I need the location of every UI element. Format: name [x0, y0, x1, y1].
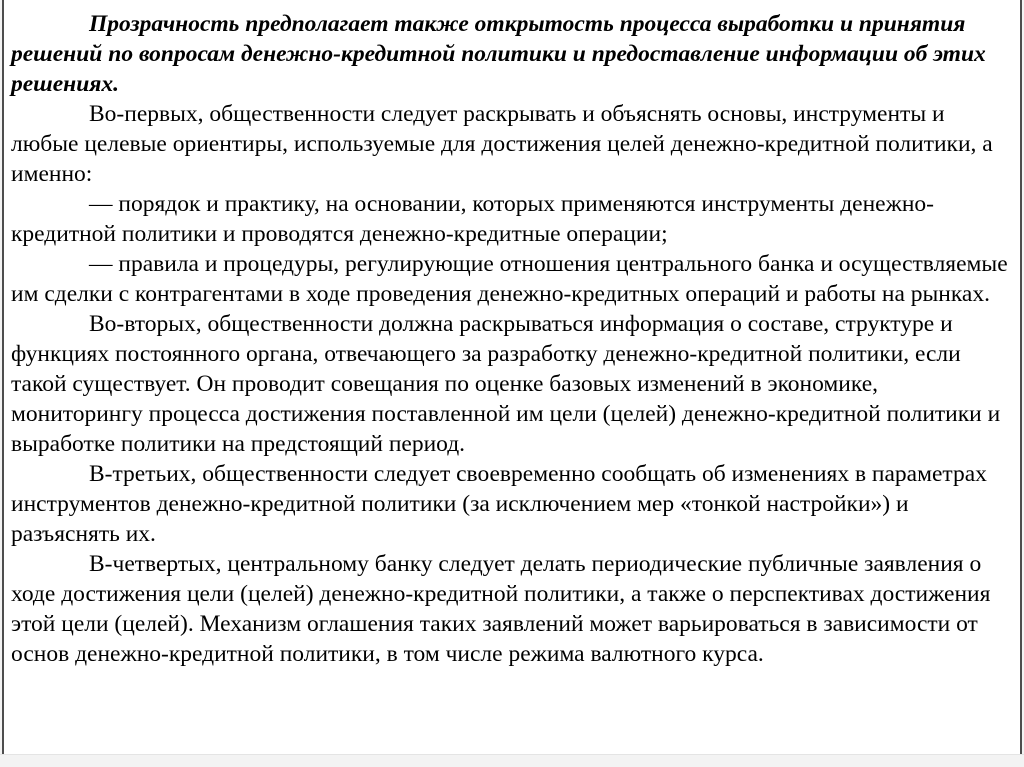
lead-paragraph: Прозрачность предполагает также открытость процесса выработки и принятия решений по вопросам денежно-кредитной политики и предоставление информации об этих решениях.	[11, 11, 986, 97]
paragraph-thirdly: В-третьих, общественности следует своевременно сообщать об изменениях в параметрах инструментов денежно-кредитной политики (за исключением мер «тонкой настройки») и разъяснять их.	[11, 461, 987, 547]
paragraph-secondly: Во-вторых, общественности должна раскрываться информация о составе, структуре и функциях постоянного органа, отвечающего за разработку денежно-кредитной политики, если такой существует. Он проводит совещания по оценке базовых изменений в экономике, мониторингу процесса достижения поставленной им цели (целей) денежно-кредитной политики и выработке политики на предстоящий период.	[11, 311, 1001, 457]
paragraph-firstly: Во-первых, общественности следует раскрывать и объяснять основы, инструменты и любые целевые ориентиры, используемые для достижения целей денежно-кредитной политики, а именно:	[11, 101, 993, 187]
paragraph-fourthly: В-четвертых, центральному банку следует делать периодические публичные заявления о ходе достижения цели (целей) денежно-кредитной политики, а также о перспективах достижения этой цели (целей). Механизм оглашения таких заявлений может варьироваться в зависимости от основ денежно-кредитной политики, в том числе режима валютного курса.	[11, 551, 991, 667]
page-margin-strip	[0, 754, 1024, 767]
paragraph-dash-item-1: — порядок и практику, на основании, которых применяются инструменты денежно-кредитной политики и проводятся денежно-кредитные операции;	[11, 191, 934, 247]
paragraph-dash-item-2: — правила и процедуры, регулирующие отношения центрального банка и осуществляемые им сделки с контрагентами в ходе проведения денежно-кредитных операций и работы на рынках.	[11, 251, 1008, 307]
document-text	[4, 0, 1020, 669]
slide	[2, 0, 1022, 754]
